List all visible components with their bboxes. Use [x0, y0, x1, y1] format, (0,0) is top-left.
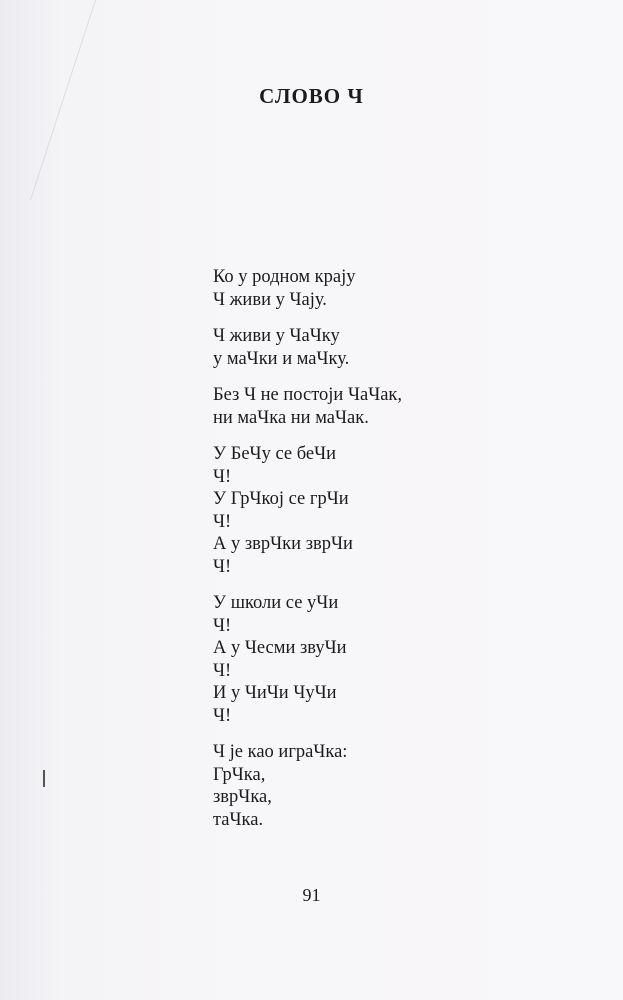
- poem-line: А у зврЧки зврЧи: [213, 534, 353, 554]
- poem-title: СЛОВО Ч: [259, 84, 364, 108]
- poem-line: таЧка.: [213, 809, 264, 830]
- poem-line: Ч!: [213, 466, 232, 487]
- poem-line: зврЧка,: [213, 787, 272, 807]
- page-number: 91: [302, 885, 321, 905]
- poem-line: ГрЧка,: [213, 764, 266, 785]
- stanza: [213, 384, 402, 429]
- stanza: [213, 443, 402, 578]
- poem-line: Без Ч не постоји ЧаЧак,: [213, 385, 403, 405]
- poem-line: Ч је као играЧка:: [213, 742, 348, 762]
- poem-line: ни маЧка ни маЧак.: [213, 407, 369, 428]
- poem-line: А у Чесми звуЧи: [213, 638, 347, 658]
- poem-line: Ч!: [213, 511, 232, 532]
- poem-line: У БеЧу се беЧи: [213, 444, 337, 464]
- margin-mark: [43, 770, 45, 787]
- poem-line: Ч!: [213, 556, 232, 577]
- stanza: [213, 741, 402, 831]
- stanza: [213, 592, 402, 727]
- stanza: [213, 266, 402, 311]
- stanza: [213, 325, 402, 370]
- poem-line: И у ЧиЧи ЧуЧи: [213, 683, 337, 703]
- poem-line: Ч!: [213, 660, 232, 681]
- poem-line: Ч!: [213, 615, 232, 636]
- poem-line: у маЧки и маЧку.: [213, 348, 350, 369]
- poem-line: У ГрЧкој се грЧи: [213, 489, 349, 509]
- poem-line: Ко у родном крају: [213, 267, 356, 287]
- poem-line: Ч живи у ЧаЧку: [213, 326, 340, 346]
- poem-line: Ч!: [213, 705, 232, 726]
- poem-body: [213, 266, 402, 845]
- poem-line: Ч живи у Чају.: [213, 289, 327, 310]
- poem-line: У школи се уЧи: [213, 593, 339, 613]
